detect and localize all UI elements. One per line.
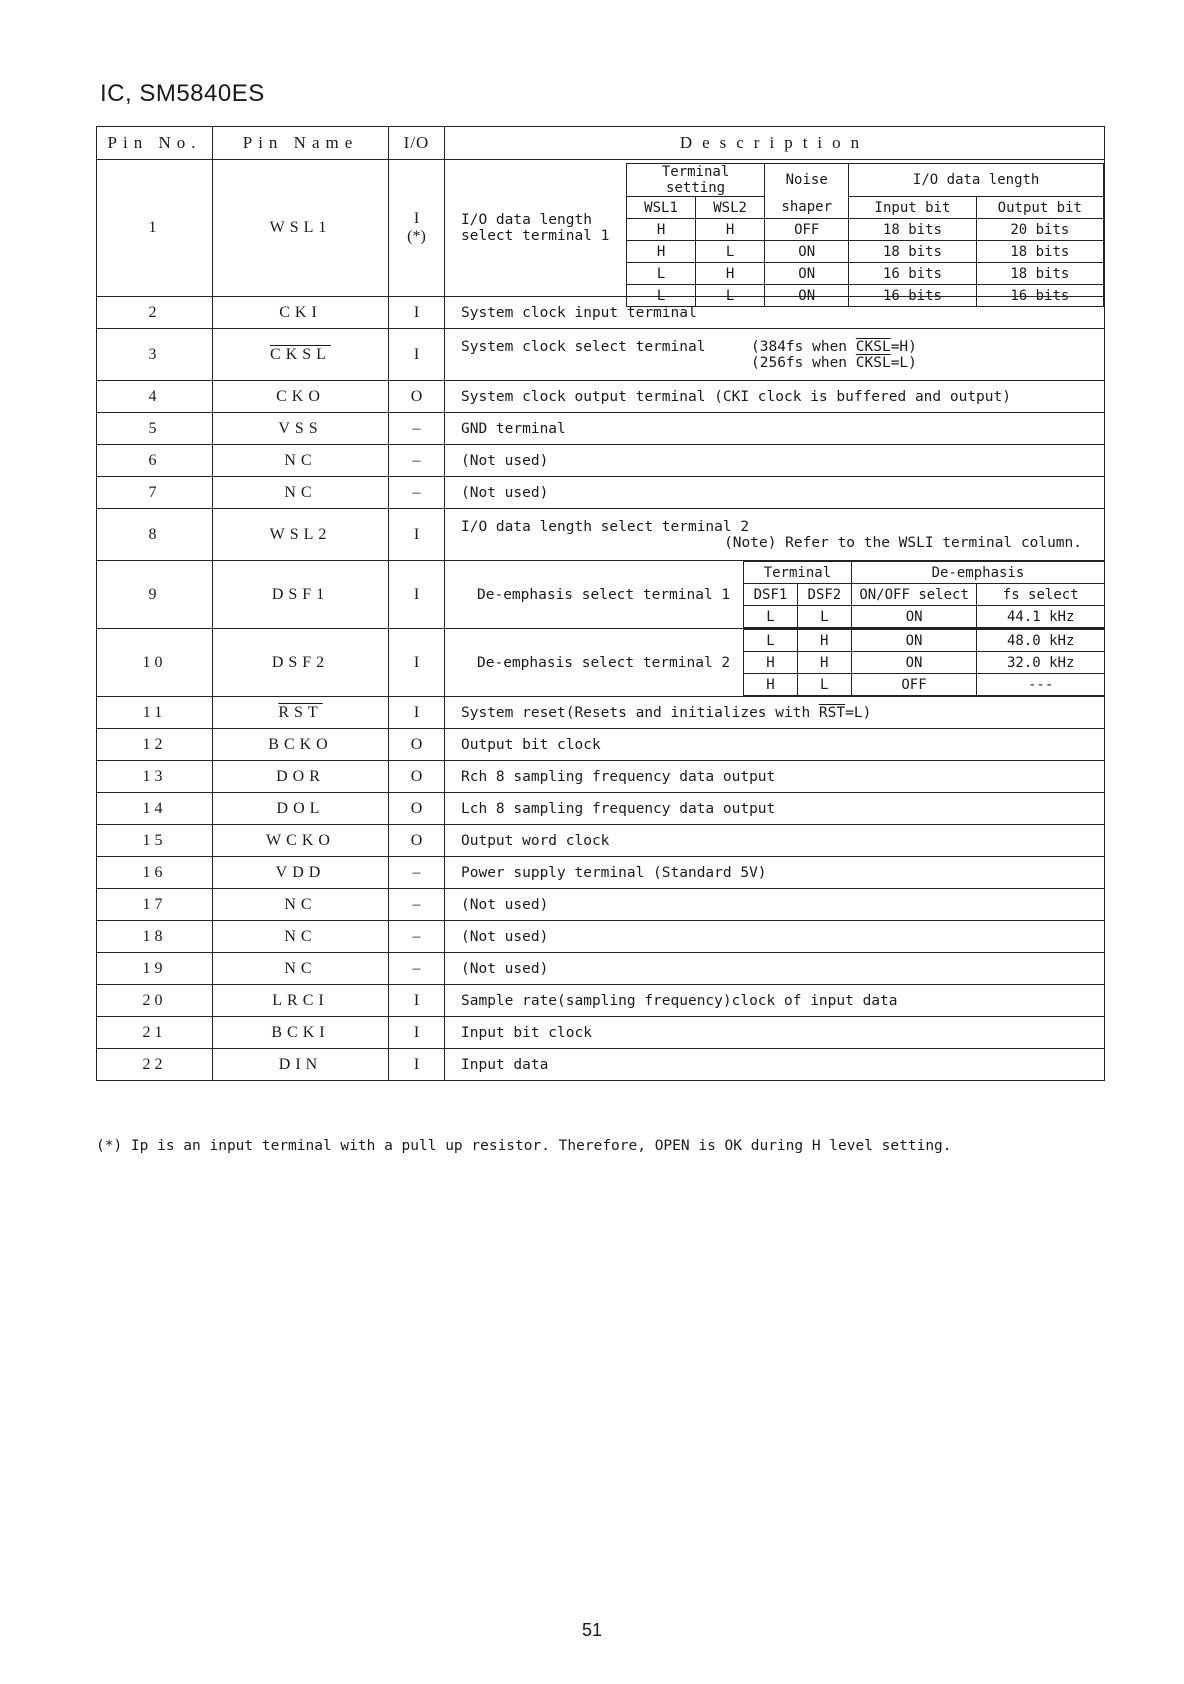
table-row (97, 329, 1105, 381)
wsl-cell: 16 bits (849, 285, 976, 307)
dsf-cell: L (797, 674, 851, 696)
table-row (97, 697, 1105, 729)
pin-name (213, 761, 389, 793)
desc-text: I/O data length select terminal 2 (461, 518, 750, 535)
dsf-cell: 44.1 kHz (977, 606, 1105, 628)
pin-name (213, 329, 389, 381)
h-shaper: shaper (765, 197, 849, 219)
table-row (97, 413, 1105, 445)
note-text: (256fs when (751, 354, 856, 371)
table-row (97, 857, 1105, 889)
pin-no: 11 (97, 697, 213, 729)
h-deemphasis: De-emphasis (851, 562, 1104, 584)
pin-description: Output word clock (445, 825, 1105, 857)
h-wsl2: WSL2 (696, 197, 765, 219)
pin-name (213, 1049, 389, 1081)
pin-no: 21 (97, 1017, 213, 1049)
pin-no: 18 (97, 921, 213, 953)
wsl-cell: 18 bits (849, 219, 976, 241)
table-row (97, 509, 1105, 561)
wsl-cell: 16 bits (849, 263, 976, 285)
pin-name: DSF1 (213, 561, 389, 629)
note-text: (384fs when (751, 338, 856, 355)
pin-table (96, 126, 1105, 1081)
pin-name-text: CKI (279, 303, 322, 321)
pin-description: System clock output terminal (CKI clock is buffered and output) (445, 381, 1105, 413)
pin-io: – (389, 921, 445, 953)
table-row (97, 1049, 1105, 1081)
pin-description (445, 561, 1105, 629)
pin-description: (Not used) (445, 889, 1105, 921)
pin-io: – (389, 445, 445, 477)
header-description: Description (445, 127, 1105, 160)
wsl-setting-row (627, 285, 1104, 307)
wsl-cell: 18 bits (976, 263, 1103, 285)
pin-description (445, 329, 1105, 381)
pin-io: O (389, 729, 445, 761)
pin-name-text: $\overline{RST}$ (278, 703, 323, 721)
pin-io: I (389, 561, 445, 629)
pin-no: 14 (97, 793, 213, 825)
pin-io: I (389, 985, 445, 1017)
pin-io: – (389, 477, 445, 509)
desc-signal: $\overline{RST}$ (818, 704, 846, 721)
pin-description: Power supply terminal (Standard 5V) (445, 857, 1105, 889)
pin-name (213, 697, 389, 729)
pin-no: 8 (97, 509, 213, 561)
cksl-notes (751, 339, 917, 371)
pin-description: (Not used) (445, 445, 1105, 477)
footnote: (*) Ip is an input terminal with a pull up resistor. Therefore, OPEN is OK during H level setting. (96, 1138, 952, 1154)
dsf-table (743, 629, 1105, 696)
pin-name (213, 729, 389, 761)
pin-name (213, 889, 389, 921)
h-io-length: I/O data length (849, 164, 1104, 197)
desc-text: System reset(Resets and initializes with (461, 704, 819, 721)
dsf-row (744, 630, 1105, 652)
pin-no: 2 (97, 297, 213, 329)
table-row (97, 445, 1105, 477)
dsf-cell: OFF (851, 674, 977, 696)
table-row (97, 1017, 1105, 1049)
desc-text: De-emphasis select terminal 2 (477, 654, 731, 671)
pin-name-text: WSL2 (269, 525, 332, 543)
pin-description: Output bit clock (445, 729, 1105, 761)
pin-no: 20 (97, 985, 213, 1017)
io-mark: (*) (407, 228, 426, 245)
wsl-desc-line2: select terminal 1 (461, 228, 610, 244)
wsl-cell: 18 bits (976, 241, 1103, 263)
pin-no: 5 (97, 413, 213, 445)
pin-io: – (389, 889, 445, 921)
note-text: =L) (890, 354, 917, 371)
wsl-setting-table (626, 163, 1104, 307)
wsl-cell: 18 bits (849, 241, 976, 263)
pin-io: O (389, 761, 445, 793)
pin-no: 17 (97, 889, 213, 921)
pin-name-text: BCKI (271, 1023, 330, 1041)
pin-name-text: BCKO (268, 735, 333, 753)
wsl-cell: H (627, 241, 696, 263)
pin-name-text: CKSL (270, 345, 331, 363)
dsf-cell: H (744, 674, 798, 696)
io-value: I (413, 210, 420, 227)
desc-note: (Note) Refer to the WSLI terminal column. (724, 534, 1082, 551)
dsf-table (743, 561, 1105, 628)
pin-name (213, 985, 389, 1017)
table-row (97, 985, 1105, 1017)
wsl-desc-line1: I/O data length (461, 212, 592, 228)
wsl-setting-row (627, 219, 1104, 241)
table-row (97, 889, 1105, 921)
dsf-cell: ON (851, 630, 977, 652)
pin-name-text: VSS (278, 419, 323, 437)
pin-description: (Not used) (445, 921, 1105, 953)
wsl-cell: 20 bits (976, 219, 1103, 241)
table-row (97, 825, 1105, 857)
pin-io: O (389, 793, 445, 825)
wsl-cell: L (627, 263, 696, 285)
dsf-row (744, 652, 1105, 674)
note-signal: CKSL (855, 354, 891, 371)
dsf-cell: 48.0 kHz (977, 630, 1105, 652)
pin-name (213, 297, 389, 329)
pin-name (213, 1017, 389, 1049)
table-row (97, 381, 1105, 413)
dsf-row (744, 606, 1105, 628)
dsf-cell: H (744, 652, 798, 674)
wsl-cell: ON (765, 263, 849, 285)
pin-name-text: DOR (276, 767, 325, 785)
wsl-cell: H (696, 263, 765, 285)
pin-no: 15 (97, 825, 213, 857)
pin-description (445, 697, 1105, 729)
note-text: =H) (890, 338, 917, 355)
wsl-cell: L (696, 285, 765, 307)
pin-name-text: CKO (276, 387, 325, 405)
wsl-setting-row (627, 241, 1104, 263)
dsf-row (744, 674, 1105, 696)
pin-io: I (389, 1017, 445, 1049)
pin-name-text: NC (284, 483, 317, 501)
pin-no: 16 (97, 857, 213, 889)
pin-name-text: LRCI (272, 991, 329, 1009)
pin-name (213, 825, 389, 857)
pin-no: 10 (97, 629, 213, 697)
desc-text: System clock select terminal (461, 338, 706, 355)
dsf-cell: H (797, 630, 851, 652)
pin-name (213, 921, 389, 953)
pin-no: 12 (97, 729, 213, 761)
desc-text: De-emphasis select terminal 1 (477, 587, 731, 603)
pin-io: O (389, 381, 445, 413)
pin-no: 6 (97, 445, 213, 477)
pin-io: I (389, 629, 445, 697)
pin-no: 19 (97, 953, 213, 985)
pin-description (445, 509, 1105, 561)
table-row (97, 629, 1105, 697)
dsf-cell: L (797, 606, 851, 628)
wsl-cell: 16 bits (976, 285, 1103, 307)
pin-name (213, 509, 389, 561)
h-terminal-setting: Terminal setting (627, 164, 765, 197)
dsf-cell: L (744, 630, 798, 652)
pin-no: 13 (97, 761, 213, 793)
pin-name-text: NC (284, 451, 317, 469)
table-row (97, 921, 1105, 953)
dsf-cell: H (797, 652, 851, 674)
wsl-setting-row (627, 263, 1104, 285)
pin-io: I (389, 329, 445, 381)
pin-description: (Not used) (445, 477, 1105, 509)
header-pin-no: Pin No. (97, 127, 213, 160)
desc-text: =L) (845, 704, 872, 721)
h-onoff: ON/OFF select (851, 584, 977, 606)
pin-name-text: NC (284, 895, 317, 913)
h-wsl1: WSL1 (627, 197, 696, 219)
pin-name (213, 953, 389, 985)
pin-io (389, 160, 445, 297)
dsf-cell: ON (851, 606, 977, 628)
pin-name-text: VDD (275, 863, 326, 881)
dsf-cell: L (744, 606, 798, 628)
table-row (97, 729, 1105, 761)
table-row (97, 477, 1105, 509)
pin-no: 22 (97, 1049, 213, 1081)
wsl-cell: L (696, 241, 765, 263)
pin-name (213, 381, 389, 413)
pin-io: – (389, 953, 445, 985)
pin-name: DSF2 (213, 629, 389, 697)
table-row (97, 761, 1105, 793)
h-terminal: Terminal (744, 562, 852, 584)
pin-name-text: DOL (276, 799, 325, 817)
h-noise: Noise (765, 164, 849, 197)
pin-name (213, 413, 389, 445)
wsl-cell: H (696, 219, 765, 241)
header-pin-name: Pin Name (213, 127, 389, 160)
pin-name (213, 445, 389, 477)
pin-no: 4 (97, 381, 213, 413)
pin-no: 9 (97, 561, 213, 629)
pin-name-text: NC (284, 927, 317, 945)
wsl-cell: H (627, 219, 696, 241)
h-fs: fs select (977, 584, 1105, 606)
pin-description: System clock input terminal (445, 297, 1105, 329)
pin-description (445, 629, 1105, 697)
wsl-cell: OFF (765, 219, 849, 241)
table-row (97, 160, 1105, 297)
table-row (97, 953, 1105, 985)
pin-io: I (389, 509, 445, 561)
pin-name (213, 477, 389, 509)
pin-description: GND terminal (445, 413, 1105, 445)
wsl-cell: ON (765, 285, 849, 307)
pin-io: – (389, 857, 445, 889)
pin-no: 3 (97, 329, 213, 381)
page-title: IC, SM5840ES (100, 80, 265, 107)
h-output-bit: Output bit (976, 197, 1103, 219)
dsf-cell: ON (851, 652, 977, 674)
wsl-description (445, 160, 1105, 304)
pin-io: I (389, 1049, 445, 1081)
table-row (97, 793, 1105, 825)
pin-no: 7 (97, 477, 213, 509)
pin-description: Rch 8 sampling frequency data output (445, 761, 1105, 793)
h-input-bit: Input bit (849, 197, 976, 219)
dsf-cell: 32.0 kHz (977, 652, 1105, 674)
pin-description: Input bit clock (445, 1017, 1105, 1049)
pin-no: 1 (97, 160, 213, 297)
table-row (97, 561, 1105, 629)
pin-name-text: WCKO (266, 831, 335, 849)
pin-io: – (389, 413, 445, 445)
wsl-cell: L (627, 285, 696, 307)
dsf-cell: --- (977, 674, 1105, 696)
h-dsf1: DSF1 (744, 584, 798, 606)
pin-description: Input data (445, 1049, 1105, 1081)
pin-description: Lch 8 sampling frequency data output (445, 793, 1105, 825)
pin-name-text: NC (284, 959, 317, 977)
note-signal: CKSL (855, 338, 891, 355)
pin-io: O (389, 825, 445, 857)
header-io: I/O (389, 127, 445, 160)
h-dsf2: DSF2 (797, 584, 851, 606)
pin-name: WSL1 (213, 160, 389, 297)
pin-description: (Not used) (445, 953, 1105, 985)
pin-description: Sample rate(sampling frequency)clock of input data (445, 985, 1105, 1017)
pin-io: I (389, 697, 445, 729)
pin-io: I (389, 297, 445, 329)
wsl-cell: ON (765, 241, 849, 263)
pin-name (213, 857, 389, 889)
page-number: 51 (581, 1620, 603, 1640)
pin-name-text: DIN (278, 1055, 323, 1073)
pin-name (213, 793, 389, 825)
